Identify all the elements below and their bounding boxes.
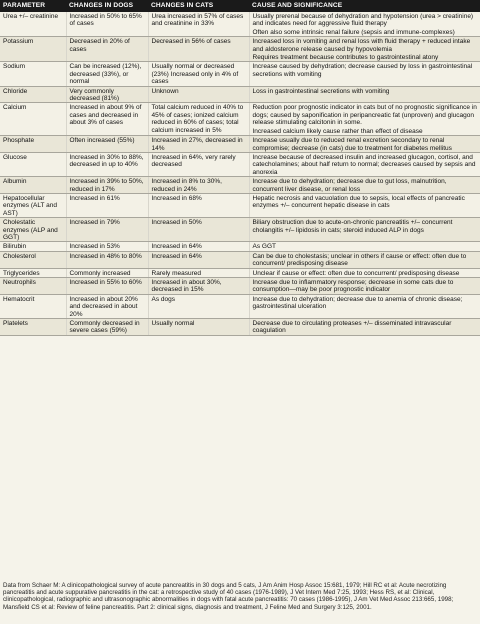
cause-paragraph: Increase due to dehydration; decrease due to anemia of chronic disease; gastrointestinal ulceration <box>252 295 463 311</box>
cell-dogs: Increased in about 20% and decreased in about 20% <box>66 294 148 318</box>
cause-paragraph: Decrease due to circulating proteases +/– disseminated intravascular coagulation <box>252 320 452 335</box>
cell-cause <box>249 278 480 295</box>
cell-parameter: Neutrophils <box>0 278 66 295</box>
cell-dogs: Increased in about 9% of cases and decreased in about 3% of cases <box>66 103 148 136</box>
cell-cause <box>249 37 480 62</box>
cell-cause <box>249 62 480 86</box>
table-row <box>0 62 480 86</box>
cell-dogs: Increased in 53% <box>66 242 148 251</box>
cell-cats: Total calcium reduced in 40% to 45% of cases; ionized calcium reduced in 60% of cases; total calcium increased in 5% <box>148 103 249 136</box>
cell-parameter: Triglycerides <box>0 268 66 277</box>
cell-cause <box>249 268 480 277</box>
table-row <box>0 136 480 153</box>
cell-dogs: Increased in 50% to 65% of cases <box>66 12 148 37</box>
cell-cats: Usually normal <box>148 319 249 336</box>
cause-paragraph: Increase due to dehydration; decrease due to gut loss, malnutrition, concurrent liver disease, or renal loss <box>252 178 447 193</box>
cell-parameter: Glucose <box>0 152 66 176</box>
cause-paragraph: Increased loss in vomiting and renal loss with fluid therapy + reduced intake and aldosterone release caused by hypovolemia <box>252 38 471 53</box>
cell-parameter: Sodium <box>0 62 66 86</box>
cause-paragraph: Reduction poor prognostic indicator in cats but of no prognostic significance in dogs; caused by saponification in peripancreatic fat (unproven) and glucagon release stimulating calcitonin in some. <box>252 104 477 127</box>
cell-dogs: Increased in 55% to 60% <box>66 278 148 295</box>
cell-cause <box>249 251 480 268</box>
cell-parameter: Chloride <box>0 86 66 103</box>
cell-cats: Unknown <box>148 86 249 103</box>
cause-paragraph: Requires treatment because contributes to gastrointestinal atony <box>252 54 439 62</box>
cell-cause <box>249 242 480 251</box>
cell-cats: As dogs <box>148 294 249 318</box>
table-row <box>0 193 480 217</box>
cell-parameter: Hematocrit <box>0 294 66 318</box>
cell-dogs: Decreased in 20% of cases <box>66 37 148 62</box>
header-changes-in-cats: CHANGES IN CATS <box>148 0 249 12</box>
table-row <box>0 294 480 318</box>
cause-paragraph: Often also some intrinsic renal failure (sepsis and immune-complexes) <box>252 28 455 36</box>
cause-paragraph: Loss in gastrointestinal secretions with vomiting <box>252 87 390 95</box>
cell-parameter: Hepatocellular enzymes (ALT and AST) <box>0 193 66 217</box>
cell-cause <box>249 193 480 217</box>
table-body <box>0 12 480 335</box>
cause-paragraph: Biliary obstruction due to acute-on-chronic pancreatitis +/– concurrent cholangitis +/– lipidosis in cats; steroid induced ALP in dogs <box>252 219 453 234</box>
cell-cats: Increased in 8% to 30%, reduced in 24% <box>148 177 249 194</box>
cell-dogs: Often increased (55%) <box>66 136 148 153</box>
cell-dogs: Commonly decreased in severe cases (59%) <box>66 319 148 336</box>
header-cause-and-significance: CAUSE AND SIGNIFICANCE <box>249 0 480 12</box>
cell-cats: Increased in 64% <box>148 242 249 251</box>
header-parameter: PARAMETER <box>0 0 66 12</box>
references-footnote: Data from Schaer M: A clinicopathological survey of acute pancreatitis in 30 dogs and 5 cats, J Am Anim Hosp Assoc 15:681, 1979; Hill RC et al: Acute necrotizing pancreatitis and acute suppurative pancreatitis in the cat: a retrospective study of 40 cases (1976-1989), J Vet Intern Med 7:25, 1993; Hess RS, et al: Clinical, clinicopathological, radiographic and ultrasonographic abnormalities in dogs with fatal acute pancreatitis: 70 cases (1986-1995), J Am Vet Med Assoc 213:665, 1998; Mansfield CS et al: Review of feline pancreatitis. Part 2: clinical signs, diagnosis and treatment, J Feline Med and Surgery 3:125, 2001. <box>3 582 454 611</box>
table-row <box>0 103 480 136</box>
table-row <box>0 152 480 176</box>
table-row <box>0 86 480 103</box>
cell-cats: Increased in 50% <box>148 218 249 242</box>
cell-dogs: Increased in 30% to 88%, decreased in up to 40% <box>66 152 148 176</box>
cell-parameter: Potassium <box>0 37 66 62</box>
cause-paragraph: Hepatic necrosis and vacuolation due to sepsis, local effects of pancreatic enzymes +/– concurrent hepatic disease in cats <box>252 194 465 210</box>
cell-cats: Increased in 64% <box>148 251 249 268</box>
cause-paragraph: Increase because of decreased insulin and increased glucagon, cortisol, and catecholamines; about half return to normal; decreases caused by sepsis and anorexia <box>252 153 476 176</box>
cell-cause <box>249 152 480 176</box>
table-header <box>0 0 480 12</box>
cell-parameter: Urea +/– creatinine <box>0 12 66 37</box>
cell-cats: Urea increased in 57% of cases and creatinine in 33% <box>148 12 249 37</box>
cell-dogs: Commonly increased <box>66 268 148 277</box>
cell-parameter: Platelets <box>0 319 66 336</box>
cell-cause <box>249 103 480 136</box>
table-row <box>0 319 480 336</box>
cell-cause <box>249 218 480 242</box>
cause-paragraph: Increased calcium likely cause rather than effect of disease <box>252 127 423 135</box>
cell-parameter: Phosphate <box>0 136 66 153</box>
cause-paragraph: As GGT <box>252 243 276 251</box>
table-row <box>0 251 480 268</box>
table-row <box>0 268 480 277</box>
cell-cause <box>249 294 480 318</box>
cause-paragraph: Unclear if cause or effect: often due to concurrent/ predisposing disease <box>252 269 460 277</box>
cell-dogs: Increased in 39% to 50%, reduced in 17% <box>66 177 148 194</box>
table-row <box>0 242 480 251</box>
cell-cats: Increased in 64%, very rarely decreased <box>148 152 249 176</box>
cell-cats: Increased in 68% <box>148 193 249 217</box>
cell-dogs: Increased in 61% <box>66 193 148 217</box>
table-row <box>0 177 480 194</box>
cell-parameter: Cholestatic enzymes (ALP and GGT) <box>0 218 66 242</box>
cell-dogs: Can be increased (12%), decreased (33%), or normal <box>66 62 148 86</box>
cause-paragraph: Increase due to inflammatory response; decrease in some cats due to consumption—may be poor prognostic indicator <box>252 279 454 294</box>
header-changes-in-dogs: CHANGES IN DOGS <box>66 0 148 12</box>
cell-parameter: Calcium <box>0 103 66 136</box>
cell-cats: Rarely measured <box>148 268 249 277</box>
cause-paragraph: Increase usually due to reduced renal excretion secondary to renal compromise; decrease (in cats) due to treatment for diabetes mellitus <box>252 137 452 152</box>
cell-cause <box>249 136 480 153</box>
cell-dogs: Increased in 48% to 80% <box>66 251 148 268</box>
cell-cats: Usually normal or decreased (23%) Increased only in 4% of cases <box>148 62 249 86</box>
cell-parameter: Bilirubin <box>0 242 66 251</box>
table-row <box>0 278 480 295</box>
cell-parameter: Cholesterol <box>0 251 66 268</box>
cell-dogs: Very commonly decreased (81%) <box>66 86 148 103</box>
cell-cause <box>249 12 480 37</box>
cell-dogs: Increased in 79% <box>66 218 148 242</box>
cell-cats: Decreased in 56% of cases <box>148 37 249 62</box>
cell-cats: Increased in about 30%, decreased in 15% <box>148 278 249 295</box>
cell-cause <box>249 319 480 336</box>
cause-paragraph: Can be due to cholestasis; unclear in others if cause or effect: often due to concurrent/ predisposing disease <box>252 252 467 268</box>
table-row <box>0 12 480 37</box>
cell-cats: Increased in 27%, decreased in 14% <box>148 136 249 153</box>
cell-parameter: Albumin <box>0 177 66 194</box>
table-row <box>0 218 480 242</box>
cause-paragraph: Usually prerenal because of dehydration and hypotension (urea > creatinine) and indicates need for aggressive fluid therapy <box>252 13 474 28</box>
cause-paragraph: Increase caused by dehydration; decrease caused by loss in gastrointestinal secretions with vomiting <box>252 63 473 78</box>
cell-cause <box>249 177 480 194</box>
table-row <box>0 37 480 62</box>
cell-cause <box>249 86 480 103</box>
